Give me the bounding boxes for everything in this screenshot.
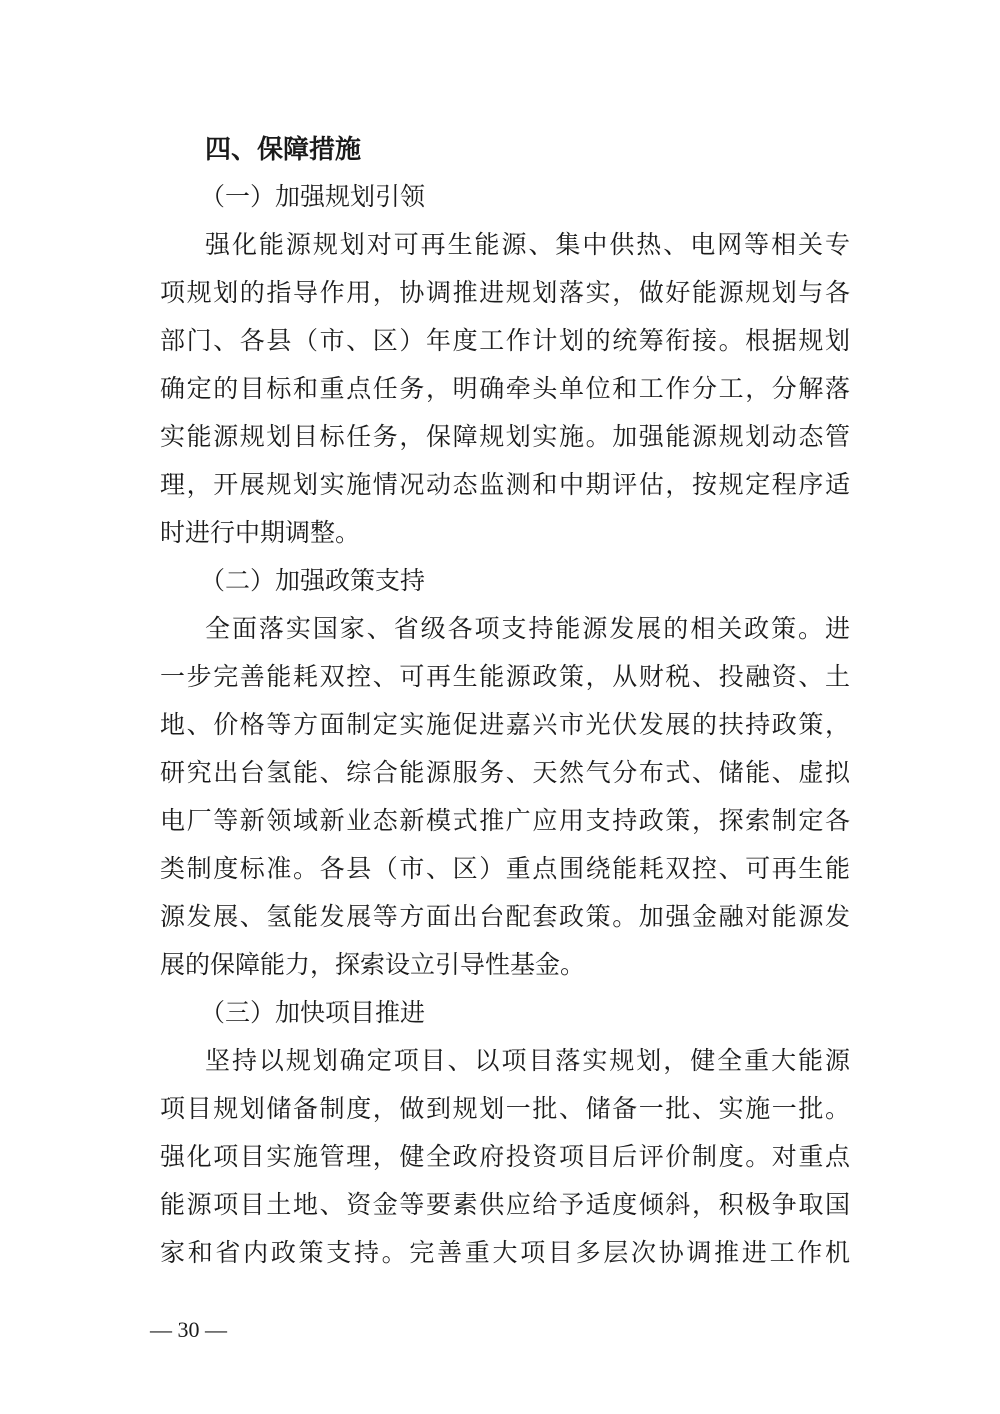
paragraph-line: 类制度标准。各县（市、区）重点围绕能耗双控、可再生能 [160,854,850,883]
paragraph-line: 项目规划储备制度，做到规划一批、储备一批、实施一批。 [160,1094,850,1123]
paragraph-line: 坚持以规划确定项目、以项目落实规划，健全重大能源 [205,1046,850,1075]
subsection-heading-policy: （二）加强政策支持 [200,566,426,595]
paragraph-line: 源发展、氢能发展等方面出台配套政策。加强金融对能源发 [160,902,850,931]
subsection-heading-projects: （三）加快项目推进 [200,998,426,1027]
paragraph-line: 项规划的指导作用，协调推进规划落实，做好能源规划与各 [160,278,850,307]
paragraph-line: 展的保障能力，探索设立引导性基金。 [160,950,586,979]
paragraph-line: 全面落实国家、省级各项支持能源发展的相关政策。进 [205,614,850,643]
paragraph-line: 强化能源规划对可再生能源、集中供热、电网等相关专 [205,230,850,259]
paragraph-line: 强化项目实施管理，健全政府投资项目后评价制度。对重点 [160,1142,850,1171]
paragraph-line: 电厂等新领域新业态新模式推广应用支持政策，探索制定各 [160,806,850,835]
paragraph-line: 实能源规划目标任务，保障规划实施。加强能源规划动态管 [160,422,850,451]
paragraph-line: 家和省内政策支持。完善重大项目多层次协调推进工作机 [160,1238,850,1267]
section-title: 四、保障措施 [205,135,362,165]
paragraph-line: 能源项目土地、资金等要素供应给予适度倾斜，积极争取国 [160,1190,850,1219]
page-number: — 30 — [150,1317,227,1342]
paragraph-line: 研究出台氢能、综合能源服务、天然气分布式、储能、虚拟 [160,758,850,787]
paragraph-line: 确定的目标和重点任务，明确牵头单位和工作分工，分解落 [160,374,850,403]
paragraph-line: 一步完善能耗双控、可再生能源政策，从财税、投融资、土 [160,662,850,691]
subsection-heading-planning: （一）加强规划引领 [200,182,426,211]
paragraph-line: 时进行中期调整。 [160,518,361,547]
paragraph-line: 部门、各县（市、区）年度工作计划的统筹衔接。根据规划 [160,326,850,355]
paragraph-line: 理，开展规划实施情况动态监测和中期评估，按规定程序适 [160,470,850,499]
paragraph-line: 地、价格等方面制定实施促进嘉兴市光伏发展的扶持政策， [160,710,850,739]
